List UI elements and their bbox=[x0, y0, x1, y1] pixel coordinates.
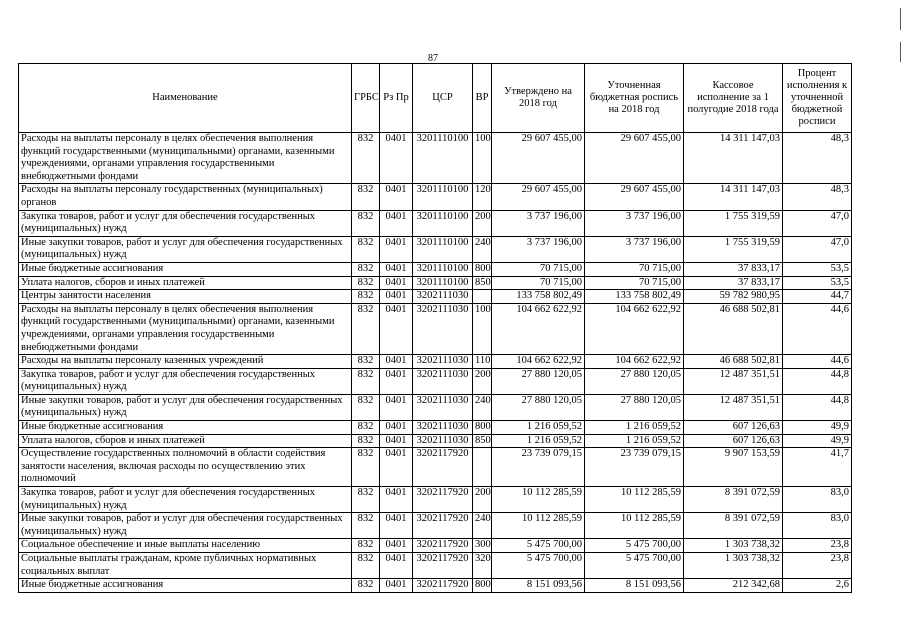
percent-cell: 48,3 bbox=[783, 133, 852, 184]
vr-cell bbox=[473, 448, 492, 487]
refined-amount-cell: 23 739 079,15 bbox=[585, 448, 684, 487]
grbs-cell: 832 bbox=[352, 303, 380, 354]
percent-cell: 41,7 bbox=[783, 448, 852, 487]
csr-cell: 3202117920 bbox=[413, 553, 473, 579]
percent-cell: 44,8 bbox=[783, 368, 852, 394]
row-name-cell: Расходы на выплаты персоналу в целях обеспечения выполнения функций государственными (муниципальными) органами, казенными учреждениями, органами управления государственными внебюджетными фондами bbox=[19, 133, 352, 184]
refined-amount-cell: 104 662 622,92 bbox=[585, 303, 684, 354]
rzpr-cell: 0401 bbox=[380, 579, 413, 593]
refined-amount-cell: 3 737 196,00 bbox=[585, 236, 684, 262]
row-name-cell: Расходы на выплаты персоналу казенных учреждений bbox=[19, 355, 352, 369]
rzpr-cell: 0401 bbox=[380, 539, 413, 553]
rzpr-cell: 0401 bbox=[380, 210, 413, 236]
grbs-cell: 832 bbox=[352, 133, 380, 184]
approved-amount-cell: 104 662 622,92 bbox=[492, 303, 585, 354]
percent-cell: 53,5 bbox=[783, 262, 852, 276]
refined-amount-cell: 10 112 285,59 bbox=[585, 513, 684, 539]
vr-cell: 120 bbox=[473, 184, 492, 210]
vr-cell: 800 bbox=[473, 579, 492, 593]
cash-execution-cell: 1 303 738,32 bbox=[684, 539, 783, 553]
rzpr-cell: 0401 bbox=[380, 434, 413, 448]
refined-amount-cell: 8 151 093,56 bbox=[585, 579, 684, 593]
percent-cell: 53,5 bbox=[783, 276, 852, 290]
approved-amount-cell: 3 737 196,00 bbox=[492, 236, 585, 262]
grbs-cell: 832 bbox=[352, 579, 380, 593]
cash-execution-cell: 46 688 502,81 bbox=[684, 355, 783, 369]
percent-cell: 44,7 bbox=[783, 290, 852, 304]
grbs-cell: 832 bbox=[352, 290, 380, 304]
vr-cell: 200 bbox=[473, 368, 492, 394]
refined-amount-cell: 70 715,00 bbox=[585, 276, 684, 290]
budget-execution-table bbox=[18, 63, 852, 593]
vr-cell: 320 bbox=[473, 553, 492, 579]
approved-amount-cell: 70 715,00 bbox=[492, 262, 585, 276]
refined-amount-cell: 29 607 455,00 bbox=[585, 133, 684, 184]
table-row bbox=[19, 184, 852, 210]
percent-cell: 48,3 bbox=[783, 184, 852, 210]
grbs-cell: 832 bbox=[352, 355, 380, 369]
csr-cell: 3202111030 bbox=[413, 303, 473, 354]
refined-amount-cell: 5 475 700,00 bbox=[585, 553, 684, 579]
grbs-cell: 832 bbox=[352, 236, 380, 262]
csr-cell: 3202117920 bbox=[413, 539, 473, 553]
grbs-cell: 832 bbox=[352, 368, 380, 394]
row-name-cell: Расходы на выплаты персоналу государственных (муниципальных) органов bbox=[19, 184, 352, 210]
cash-execution-cell: 46 688 502,81 bbox=[684, 303, 783, 354]
refined-amount-cell: 10 112 285,59 bbox=[585, 487, 684, 513]
col-header-csr: ЦСР bbox=[413, 64, 473, 133]
table-row bbox=[19, 513, 852, 539]
approved-amount-cell: 29 607 455,00 bbox=[492, 184, 585, 210]
grbs-cell: 832 bbox=[352, 394, 380, 420]
vr-cell: 100 bbox=[473, 133, 492, 184]
rzpr-cell: 0401 bbox=[380, 290, 413, 304]
approved-amount-cell: 23 739 079,15 bbox=[492, 448, 585, 487]
percent-cell: 47,0 bbox=[783, 210, 852, 236]
table-row bbox=[19, 210, 852, 236]
approved-amount-cell: 133 758 802,49 bbox=[492, 290, 585, 304]
refined-amount-cell: 70 715,00 bbox=[585, 262, 684, 276]
row-name-cell: Социальное обеспечение и иные выплаты населению bbox=[19, 539, 352, 553]
table-row bbox=[19, 133, 852, 184]
approved-amount-cell: 5 475 700,00 bbox=[492, 553, 585, 579]
refined-amount-cell: 5 475 700,00 bbox=[585, 539, 684, 553]
grbs-cell: 832 bbox=[352, 448, 380, 487]
cash-execution-cell: 14 311 147,03 bbox=[684, 133, 783, 184]
rzpr-cell: 0401 bbox=[380, 394, 413, 420]
table-row bbox=[19, 539, 852, 553]
refined-amount-cell: 1 216 059,52 bbox=[585, 434, 684, 448]
approved-amount-cell: 29 607 455,00 bbox=[492, 133, 585, 184]
percent-cell: 47,0 bbox=[783, 236, 852, 262]
col-header-name: Наименование bbox=[19, 64, 352, 133]
vr-cell: 240 bbox=[473, 394, 492, 420]
table-row bbox=[19, 421, 852, 435]
table-row bbox=[19, 434, 852, 448]
percent-cell: 49,9 bbox=[783, 434, 852, 448]
vr-cell: 850 bbox=[473, 434, 492, 448]
vr-cell: 240 bbox=[473, 513, 492, 539]
refined-amount-cell: 104 662 622,92 bbox=[585, 355, 684, 369]
cash-execution-cell: 1 755 319,59 bbox=[684, 210, 783, 236]
row-name-cell: Расходы на выплаты персоналу в целях обеспечения выполнения функций государственными (муниципальными) органами, казенными учреждениями, органами управления государственными внебюджетными фондами bbox=[19, 303, 352, 354]
cash-execution-cell: 37 833,17 bbox=[684, 276, 783, 290]
csr-cell: 3201110100 bbox=[413, 133, 473, 184]
grbs-cell: 832 bbox=[352, 210, 380, 236]
vr-cell: 200 bbox=[473, 210, 492, 236]
rzpr-cell: 0401 bbox=[380, 276, 413, 290]
col-header-cash: Кассовое исполнение за 1 полугодие 2018 года bbox=[684, 64, 783, 133]
csr-cell: 3202117920 bbox=[413, 487, 473, 513]
row-name-cell: Иные бюджетные ассигнования bbox=[19, 579, 352, 593]
percent-cell: 2,6 bbox=[783, 579, 852, 593]
col-header-vr: ВР bbox=[473, 64, 492, 133]
table-row bbox=[19, 368, 852, 394]
csr-cell: 3202117920 bbox=[413, 513, 473, 539]
percent-cell: 83,0 bbox=[783, 513, 852, 539]
csr-cell: 3201110100 bbox=[413, 262, 473, 276]
vr-cell: 110 bbox=[473, 355, 492, 369]
approved-amount-cell: 3 737 196,00 bbox=[492, 210, 585, 236]
approved-amount-cell: 1 216 059,52 bbox=[492, 421, 585, 435]
percent-cell: 44,8 bbox=[783, 394, 852, 420]
approved-amount-cell: 27 880 120,05 bbox=[492, 368, 585, 394]
rzpr-cell: 0401 bbox=[380, 133, 413, 184]
row-name-cell: Уплата налогов, сборов и иных платежей bbox=[19, 434, 352, 448]
cash-execution-cell: 12 487 351,51 bbox=[684, 368, 783, 394]
approved-amount-cell: 104 662 622,92 bbox=[492, 355, 585, 369]
rzpr-cell: 0401 bbox=[380, 421, 413, 435]
col-header-grbs: ГРБС bbox=[352, 64, 380, 133]
vr-cell: 850 bbox=[473, 276, 492, 290]
row-name-cell: Закупка товаров, работ и услуг для обеспечения государственных (муниципальных) нужд bbox=[19, 368, 352, 394]
vr-cell: 800 bbox=[473, 421, 492, 435]
rzpr-cell: 0401 bbox=[380, 553, 413, 579]
table-row bbox=[19, 262, 852, 276]
row-name-cell: Осуществление государственных полномочий в области содействия занятости населения, включая расходы по осуществлению этих полномочий bbox=[19, 448, 352, 487]
table-row bbox=[19, 394, 852, 420]
scan-edge-mark-top bbox=[900, 8, 901, 30]
approved-amount-cell: 27 880 120,05 bbox=[492, 394, 585, 420]
csr-cell: 3202111030 bbox=[413, 290, 473, 304]
rzpr-cell: 0401 bbox=[380, 184, 413, 210]
refined-amount-cell: 27 880 120,05 bbox=[585, 394, 684, 420]
refined-amount-cell: 27 880 120,05 bbox=[585, 368, 684, 394]
approved-amount-cell: 1 216 059,52 bbox=[492, 434, 585, 448]
grbs-cell: 832 bbox=[352, 434, 380, 448]
grbs-cell: 832 bbox=[352, 276, 380, 290]
table-row bbox=[19, 448, 852, 487]
rzpr-cell: 0401 bbox=[380, 355, 413, 369]
csr-cell: 3202117920 bbox=[413, 579, 473, 593]
csr-cell: 3201110100 bbox=[413, 210, 473, 236]
cash-execution-cell: 1 303 738,32 bbox=[684, 553, 783, 579]
percent-cell: 23,8 bbox=[783, 539, 852, 553]
csr-cell: 3201110100 bbox=[413, 276, 473, 290]
grbs-cell: 832 bbox=[352, 262, 380, 276]
percent-cell: 49,9 bbox=[783, 421, 852, 435]
grbs-cell: 832 bbox=[352, 487, 380, 513]
csr-cell: 3202111030 bbox=[413, 355, 473, 369]
percent-cell: 44,6 bbox=[783, 303, 852, 354]
table-row bbox=[19, 290, 852, 304]
rzpr-cell: 0401 bbox=[380, 236, 413, 262]
refined-amount-cell: 3 737 196,00 bbox=[585, 210, 684, 236]
refined-amount-cell: 133 758 802,49 bbox=[585, 290, 684, 304]
col-header-rzpr: Рз Пр bbox=[380, 64, 413, 133]
grbs-cell: 832 bbox=[352, 553, 380, 579]
csr-cell: 3201110100 bbox=[413, 184, 473, 210]
scan-edge-mark-bottom bbox=[900, 42, 901, 62]
vr-cell: 800 bbox=[473, 262, 492, 276]
csr-cell: 3201110100 bbox=[413, 236, 473, 262]
vr-cell bbox=[473, 290, 492, 304]
cash-execution-cell: 37 833,17 bbox=[684, 262, 783, 276]
percent-cell: 83,0 bbox=[783, 487, 852, 513]
row-name-cell: Иные закупки товаров, работ и услуг для обеспечения государственных (муниципальных) нужд bbox=[19, 394, 352, 420]
cash-execution-cell: 607 126,63 bbox=[684, 434, 783, 448]
col-header-approved: Утверждено на 2018 год bbox=[492, 64, 585, 133]
row-name-cell: Центры занятости населения bbox=[19, 290, 352, 304]
cash-execution-cell: 8 391 072,59 bbox=[684, 513, 783, 539]
row-name-cell: Иные бюджетные ассигнования bbox=[19, 262, 352, 276]
cash-execution-cell: 9 907 153,59 bbox=[684, 448, 783, 487]
approved-amount-cell: 8 151 093,56 bbox=[492, 579, 585, 593]
vr-cell: 200 bbox=[473, 487, 492, 513]
grbs-cell: 832 bbox=[352, 513, 380, 539]
row-name-cell: Уплата налогов, сборов и иных платежей bbox=[19, 276, 352, 290]
csr-cell: 3202111030 bbox=[413, 434, 473, 448]
rzpr-cell: 0401 bbox=[380, 303, 413, 354]
grbs-cell: 832 bbox=[352, 184, 380, 210]
csr-cell: 3202111030 bbox=[413, 394, 473, 420]
cash-execution-cell: 607 126,63 bbox=[684, 421, 783, 435]
table-row bbox=[19, 303, 852, 354]
table-row bbox=[19, 355, 852, 369]
vr-cell: 100 bbox=[473, 303, 492, 354]
table-row bbox=[19, 487, 852, 513]
row-name-cell: Закупка товаров, работ и услуг для обеспечения государственных (муниципальных) нужд bbox=[19, 487, 352, 513]
rzpr-cell: 0401 bbox=[380, 487, 413, 513]
table-header-row bbox=[19, 64, 852, 133]
cash-execution-cell: 8 391 072,59 bbox=[684, 487, 783, 513]
rzpr-cell: 0401 bbox=[380, 368, 413, 394]
rzpr-cell: 0401 bbox=[380, 513, 413, 539]
rzpr-cell: 0401 bbox=[380, 448, 413, 487]
table-row bbox=[19, 276, 852, 290]
cash-execution-cell: 212 342,68 bbox=[684, 579, 783, 593]
refined-amount-cell: 29 607 455,00 bbox=[585, 184, 684, 210]
approved-amount-cell: 70 715,00 bbox=[492, 276, 585, 290]
csr-cell: 3202111030 bbox=[413, 421, 473, 435]
grbs-cell: 832 bbox=[352, 421, 380, 435]
col-header-percent: Процент исполнения к уточненной бюджетной росписи bbox=[783, 64, 852, 133]
row-name-cell: Иные закупки товаров, работ и услуг для обеспечения государственных (муниципальных) нужд bbox=[19, 236, 352, 262]
csr-cell: 3202117920 bbox=[413, 448, 473, 487]
row-name-cell: Социальные выплаты гражданам, кроме публичных нормативных социальных выплат bbox=[19, 553, 352, 579]
table-row bbox=[19, 579, 852, 593]
cash-execution-cell: 12 487 351,51 bbox=[684, 394, 783, 420]
csr-cell: 3202111030 bbox=[413, 368, 473, 394]
cash-execution-cell: 1 755 319,59 bbox=[684, 236, 783, 262]
row-name-cell: Иные бюджетные ассигнования bbox=[19, 421, 352, 435]
refined-amount-cell: 1 216 059,52 bbox=[585, 421, 684, 435]
approved-amount-cell: 10 112 285,59 bbox=[492, 487, 585, 513]
row-name-cell: Иные закупки товаров, работ и услуг для обеспечения государственных (муниципальных) нужд bbox=[19, 513, 352, 539]
page-number: 87 bbox=[428, 53, 438, 64]
vr-cell: 240 bbox=[473, 236, 492, 262]
rzpr-cell: 0401 bbox=[380, 262, 413, 276]
cash-execution-cell: 14 311 147,03 bbox=[684, 184, 783, 210]
approved-amount-cell: 10 112 285,59 bbox=[492, 513, 585, 539]
row-name-cell: Закупка товаров, работ и услуг для обеспечения государственных (муниципальных) нужд bbox=[19, 210, 352, 236]
percent-cell: 23,8 bbox=[783, 553, 852, 579]
grbs-cell: 832 bbox=[352, 539, 380, 553]
percent-cell: 44,6 bbox=[783, 355, 852, 369]
cash-execution-cell: 59 782 980,95 bbox=[684, 290, 783, 304]
table-row bbox=[19, 553, 852, 579]
vr-cell: 300 bbox=[473, 539, 492, 553]
table-row bbox=[19, 236, 852, 262]
col-header-refined: Уточненная бюджетная роспись на 2018 год bbox=[585, 64, 684, 133]
approved-amount-cell: 5 475 700,00 bbox=[492, 539, 585, 553]
